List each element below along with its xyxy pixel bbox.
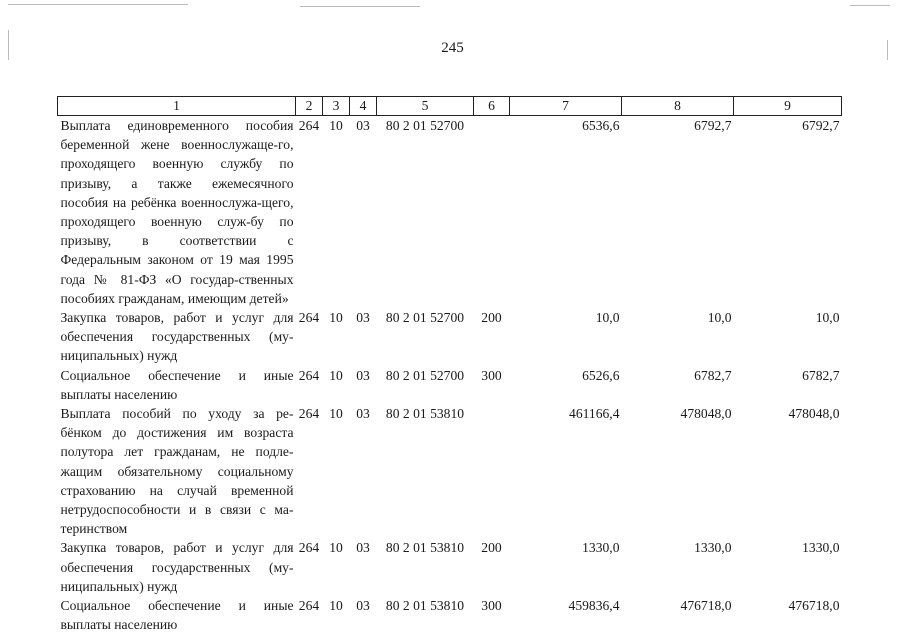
table-row (58, 404, 842, 538)
code-cell: 264 (298, 367, 320, 383)
scan-speck (887, 40, 888, 60)
amount-cell: 1330,0 (802, 540, 840, 556)
table-row (58, 366, 842, 404)
column-header: 9 (734, 97, 842, 116)
table-row (58, 538, 842, 596)
code-cell: 03 (356, 598, 370, 614)
code-cell: 200 (481, 540, 502, 556)
code-cell: 03 (356, 310, 370, 326)
code-cell: 10 (329, 598, 343, 614)
code-cell: 264 (298, 118, 320, 133)
code-cell: 10 (329, 406, 343, 422)
table-row (58, 596, 842, 634)
column-header: 4 (350, 97, 377, 116)
code-cell: 264 (298, 406, 320, 422)
column-header: 1 (58, 97, 296, 116)
amount-cell: 1330,0 (582, 540, 620, 556)
amount-cell: 476718,0 (788, 598, 840, 614)
column-header: 5 (377, 97, 474, 116)
code-cell: 03 (356, 118, 370, 133)
amount-cell: 6536,6 (582, 118, 620, 133)
code-cell: 80 2 01 53810 (385, 598, 465, 614)
code-cell: 10 (329, 367, 343, 383)
code-cell: 300 (481, 598, 502, 614)
column-header: 2 (296, 97, 323, 116)
code-cell: 80 2 01 52700 (385, 367, 465, 383)
table-row (58, 116, 842, 309)
column-header: 6 (474, 97, 510, 116)
code-cell: 80 2 01 52700 (385, 310, 465, 326)
amount-cell: 478048,0 (788, 406, 840, 422)
code-cell: 10 (329, 310, 343, 326)
item-name: Выплата единовременного пособия беременной жене военнослужаще-го, проходящего военную службу по призыву, а также ежемесячного пособия на ребёнка военнослужа-щего, проходящего военную служ-бу по призыву, в соответствии с Федеральным законом от 19 мая 1995 года № 81-ФЗ «О государ-ственных пособиях гражданам, имеющим детей» (60, 118, 294, 306)
budget-table (57, 96, 842, 634)
amount-cell: 6782,7 (802, 367, 840, 383)
amount-cell: 6792,7 (802, 118, 840, 133)
code-cell: 200 (481, 310, 502, 326)
amount-cell: 476718,0 (680, 598, 732, 614)
scan-speck (8, 4, 188, 5)
column-header: 8 (622, 97, 734, 116)
item-name: Социальное обеспечение и иные выплаты населению (60, 598, 294, 633)
code-cell: 300 (481, 367, 502, 383)
amount-cell: 478048,0 (680, 406, 732, 422)
code-cell: 264 (298, 310, 320, 326)
column-header: 3 (323, 97, 350, 116)
amount-cell: 10,0 (707, 310, 732, 326)
page-number: 245 (441, 40, 464, 56)
code-cell (474, 116, 510, 309)
amount-cell: 461166,4 (569, 406, 620, 422)
item-name: Закупка товаров, работ и услуг для обеспечения государственных (му-ниципальных) нужд (60, 310, 294, 364)
code-cell: 03 (356, 540, 370, 556)
amount-cell: 6792,7 (694, 118, 732, 133)
amount-cell: 10,0 (595, 310, 620, 326)
item-name: Выплата пособий по уходу за ре-бёнком до достижения им возраста полутора лет гражданам, не подле-жащим обязательному социальному страхованию на случай временной нетрудоспособности и в связи с ма-теринством (60, 406, 294, 537)
code-cell: 03 (356, 367, 370, 383)
header-row (58, 97, 842, 116)
scan-speck (300, 6, 420, 7)
amount-cell: 6782,7 (694, 367, 732, 383)
code-cell: 80 2 01 52700 (385, 118, 465, 133)
code-cell: 80 2 01 53810 (385, 540, 465, 556)
amount-cell: 459836,4 (568, 598, 620, 614)
code-cell: 264 (298, 598, 320, 614)
item-name: Закупка товаров, работ и услуг для обеспечения государственных (му-ниципальных) нужд (60, 540, 294, 594)
amount-cell: 10,0 (815, 310, 840, 326)
code-cell: 10 (329, 118, 343, 133)
amount-cell: 6526,6 (582, 367, 620, 383)
column-header: 7 (510, 97, 622, 116)
item-name: Социальное обеспечение и иные выплаты населению (60, 367, 294, 402)
code-cell: 264 (298, 540, 320, 556)
code-cell (474, 404, 510, 538)
amount-cell: 1330,0 (694, 540, 732, 556)
scan-speck (8, 30, 9, 60)
code-cell: 80 2 01 53810 (385, 406, 465, 422)
scan-speck (850, 5, 890, 6)
table-row (58, 308, 842, 366)
code-cell: 10 (329, 540, 343, 556)
code-cell: 03 (356, 406, 370, 422)
